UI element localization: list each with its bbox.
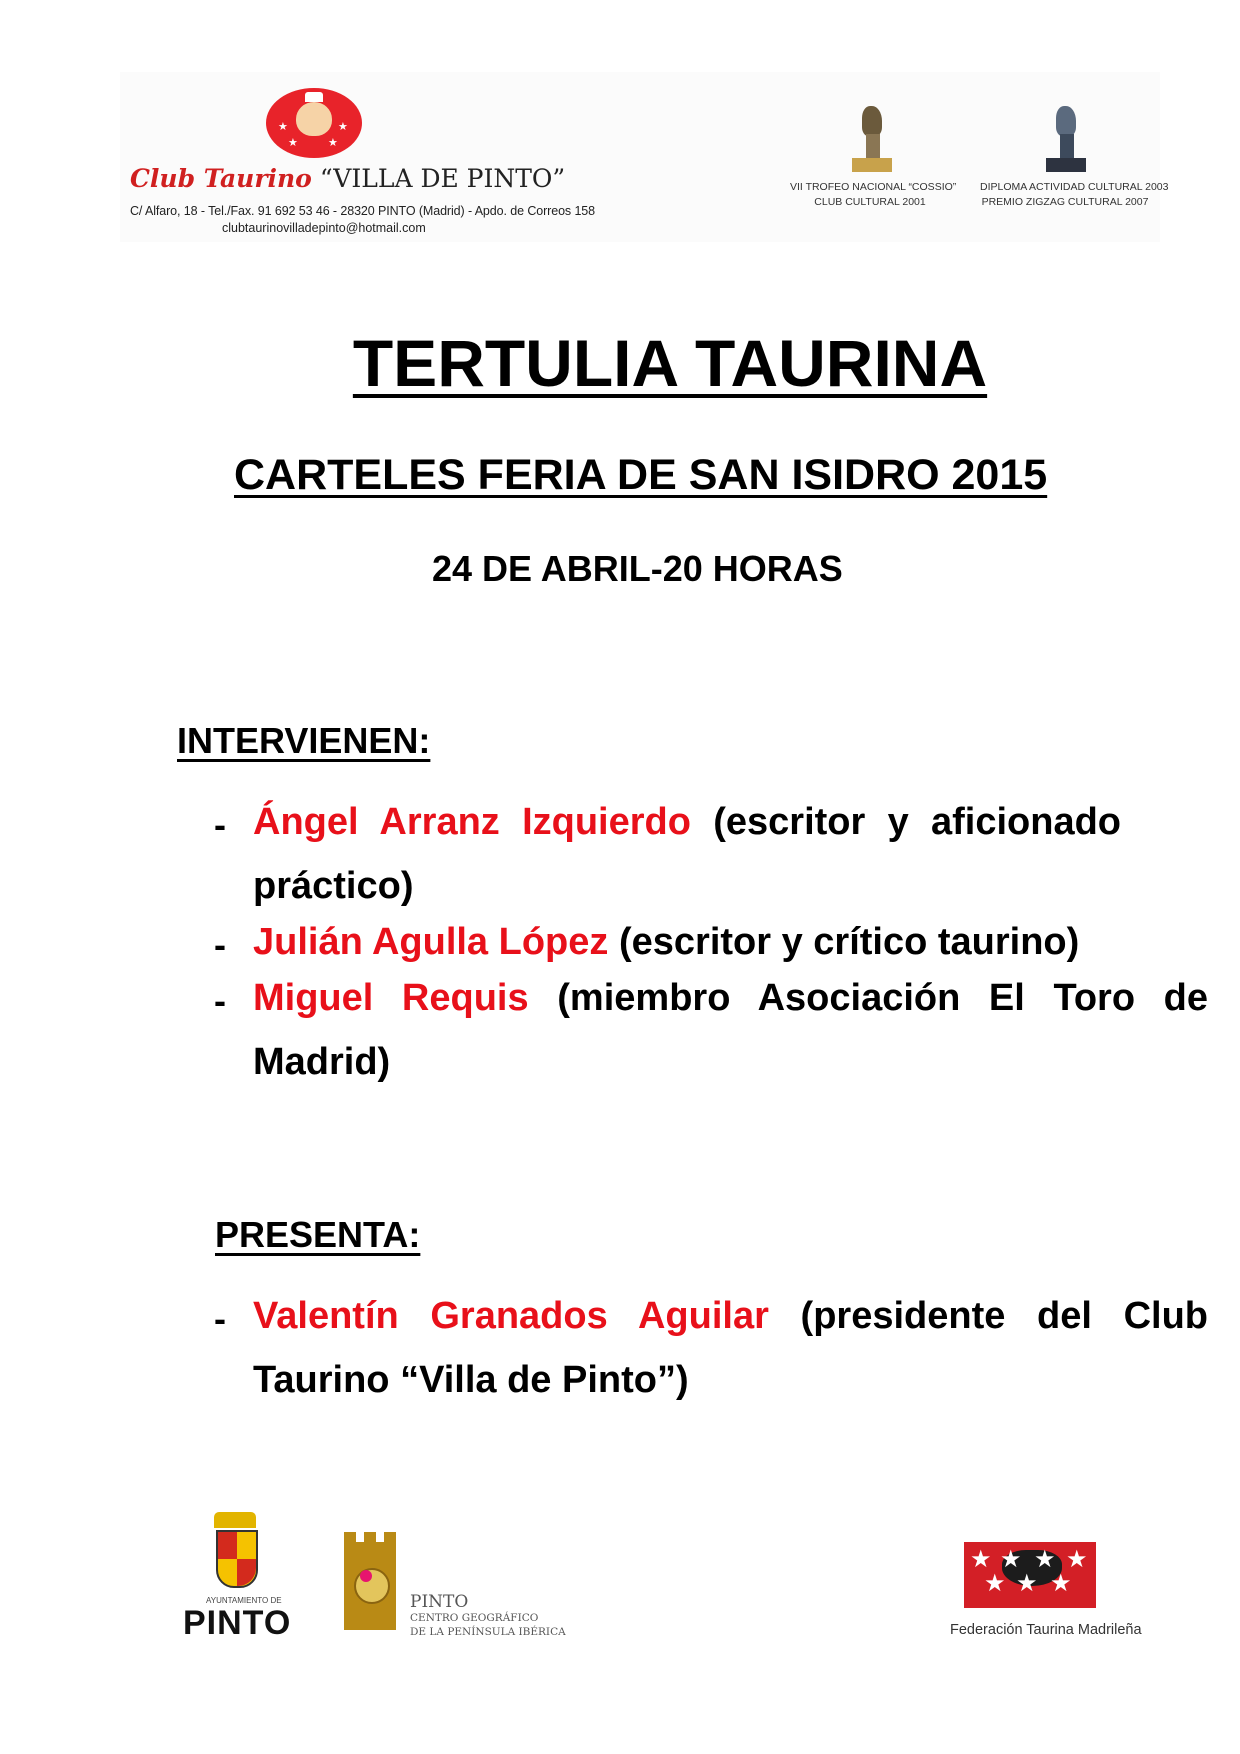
presenter [253,1284,1208,1412]
centro-geografico-tower-icon [344,1542,396,1630]
speaker-1-role: (escritor y aficionado práctico) [253,801,1121,907]
club-emblem-logo: ★ ★ ★ ★ [266,88,362,158]
presenter-bullet: - [214,1298,226,1339]
award-1-line-2: CLUB CULTURAL 2001 [814,196,926,208]
award-2-line-2: PREMIO ZIGZAG CULTURAL 2007 [981,196,1149,208]
speaker-2-name: Julián Agulla López [253,921,609,963]
centro-geografico-line-1: CENTRO GEOGRÁFICO [410,1612,539,1624]
event-subtitle: CARTELES FERIA DE SAN ISIDRO 2015 [234,451,1048,499]
ayuntamiento-crown-icon [214,1512,256,1528]
club-name: Club Taurino “VILLA DE PINTO” [130,164,566,193]
speaker-3-name: Miguel Requis [253,977,529,1019]
cossio-trophy-icon [852,106,892,178]
event-title: TERTULIA TAURINA [352,326,988,400]
award-1-caption [790,180,957,210]
federacion-flag-logo: ★ ★ ★ ★ ★ ★ ★ [964,1542,1096,1608]
event-date: 24 DE ABRIL-20 HORAS [432,548,843,589]
award-1-line-1: VII TROFEO NACIONAL “COSSIO” [790,181,957,193]
centro-geografico-line-2: DE LA PENÍNSULA IBÉRICA [410,1626,566,1638]
speaker-2 [253,910,1213,974]
presenter-heading: PRESENTA: [215,1214,421,1255]
ayuntamiento-shield-icon [216,1530,258,1588]
speaker-1-bullet: - [214,804,226,845]
speaker-3-bullet: - [214,980,226,1021]
speakers-heading: INTERVIENEN: [177,720,431,761]
speaker-3-role: (miembro Asociación El Toro de Madrid) [253,977,1209,1083]
club-address: C/ Alfaro, 18 - Tel./Fax. 91 692 53 46 - 28320 PINTO (Madrid) - Apdo. de Correos 158 [130,204,596,218]
ayuntamiento-label: AYUNTAMIENTO DE [206,1596,282,1605]
speaker-1-name: Ángel Arranz Izquierdo [253,801,691,843]
club-email: clubtaurinovilladepinto@hotmail.com [222,221,426,235]
zigzag-trophy-icon [1046,106,1086,178]
speaker-3 [253,966,1208,1094]
presenter-role: (presidente del Club Taurino “Villa de Pinto”) [253,1295,1208,1401]
award-2-line-1: DIPLOMA ACTIVIDAD CULTURAL 2003 [980,181,1169,193]
centro-geografico-title: PINTO [410,1592,469,1612]
ayuntamiento-name: PINTO [183,1604,292,1642]
federacion-name: Federación Taurina Madrileña [950,1622,1142,1638]
award-2-caption [980,180,1169,210]
speaker-2-bullet: - [214,924,226,965]
presenter-name: Valentín Granados Aguilar [253,1295,769,1337]
speaker-2-role: (escritor y crítico taurino) [618,921,1080,963]
speaker-1 [253,790,1121,918]
